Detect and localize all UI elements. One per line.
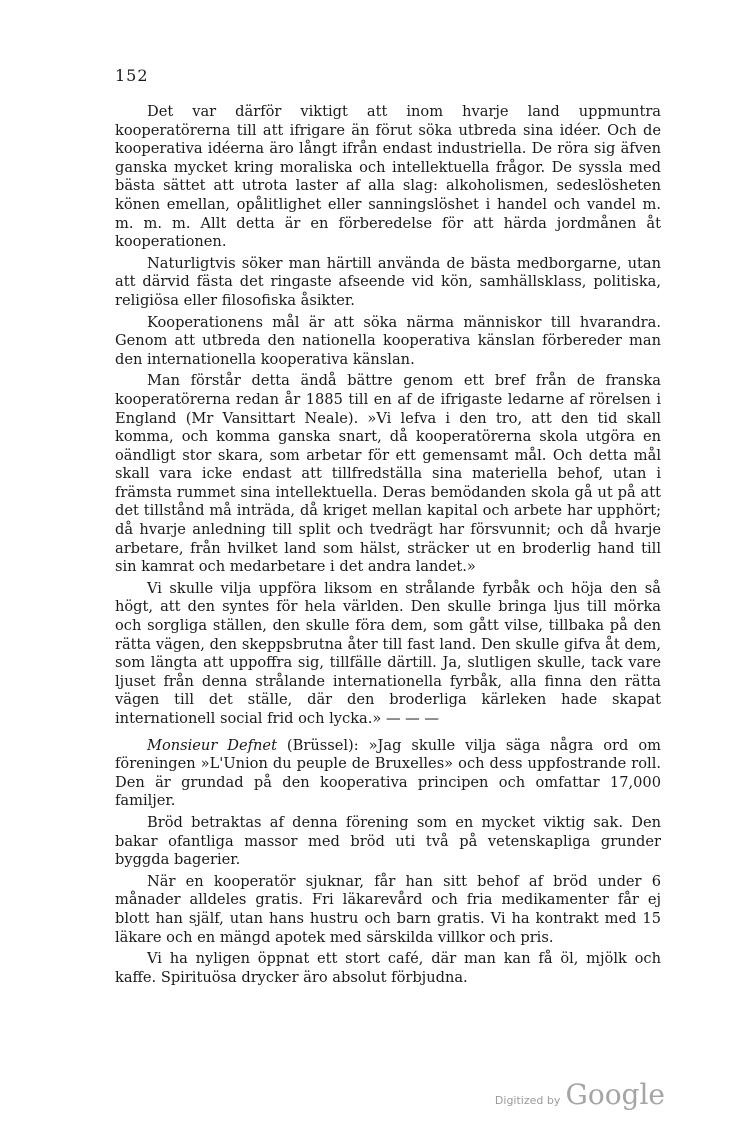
paragraph: Vi skulle vilja uppföra liksom en strålande fyrbåk och höja den så högt, att den syntes för hela världen. Den skulle bringa ljus till mörka och sorgliga ställen, den skulle föra dem, som gått vilse, tillbaka på den rätta vägen, den skeppsbrutna åter till fast land. Den skulle gifva åt dem, som längta att uppoffra sig, tillfälle därtill. Ja, slutligen skulle, tack vare ljuset från denna strålande internationella fyrbåk, alla finna den rätta vägen till det ställe, där den broderliga kärleken hade skapat internationell social frid och lycka.» — — —	[115, 579, 661, 727]
google-logo: Google	[565, 1078, 665, 1111]
page-number: 152	[115, 66, 149, 85]
body-text	[115, 103, 661, 990]
paragraph: Man förstår detta ändå bättre genom ett bref från de franska kooperatörerna redan år 1885 till en af de ifrigaste ledarne af rörelsen i England (Mr Vansittart Neale). »Vi lefva i den tro, att den tid skall komma, och komma ganska snart, då kooperatörerna skola utgöra en oändligt stor skara, som arbetar för ett gemensamt mål. Och detta mål skall vara icke endast att tillfredställa sina materiella behof, utan i främsta rummet sina intellektuella. Deras bemödanden skola gå ut på att det tillstånd må inträda, då kriget mellan kapital och arbete har upphört; då hvarje anledning till split och tvedrägt har försvunnit; och då hvarje arbetare, från hvilket land som hälst, sträcker ut en broderlig hand till sin kamrat och medarbetare i det andra landet.»	[115, 372, 661, 576]
paragraph: Naturligtvis söker man härtill använda de bästa medborgarne, utan att därvid fästa det ringaste afseende vid kön, samhällsklass, politiska, religiösa eller filosofiska åsikter.	[115, 254, 661, 309]
paragraph: Vi ha nyligen öppnat ett stort café, där man kan få öl, mjölk och kaffe. Spirituösa drycker äro absolut förbjudna.	[115, 950, 661, 986]
paragraph: Bröd betraktas af denna förening som en mycket viktig sak. Den bakar ofantliga massor med bröd uti två på vetenskapliga grunder byggda bagerier.	[115, 813, 661, 869]
speaker-paragraph	[115, 737, 661, 811]
speaker-text: (Brüssel): »Jag skulle vilja säga några ord om föreningen »L'Union du peuple de Bruxelles» och dess uppfostrande roll. Den är grundad på den kooperativa principen och omfattar 17,000 familjer.	[115, 736, 661, 810]
paragraph: När en kooperatör sjuknar, får han sitt behof af bröd under 6 månader alldeles gratis. Fri läkarevård och fria medikamenter får ej blott han själf, utan hans hustru och barn gratis. Vi ha kontrakt med 15 läkare och en mängd apotek med särskilda villkor och pris.	[115, 872, 661, 946]
paragraph: Kooperationens mål är att söka närma människor till hvarandra. Genom att utbreda den nationella kooperativa känslan förbereder man den internationella kooperativa känslan.	[115, 313, 661, 368]
speaker-name: Monsieur Defnet	[147, 736, 277, 754]
digitized-watermark	[495, 1078, 665, 1111]
paragraph: Det var därför viktigt att inom hvarje land uppmuntra kooperatörerna till att ifrigare än förut söka utbreda sina idéer. Och de kooperativa idéerna äro långt ifrån endast industriella. De röra sig äfven ganska mycket kring moraliska och intellektuella frågor. De syssla med bästa sättet att utrota laster af alla slag: alkoholismen, sedeslösheten könen emellan, opålitlighet eller sanningslöshet i handel och vandel m. m. m. m. Allt detta är en förberedelse för att härda jordmånen åt kooperationen.	[115, 103, 661, 251]
digitized-by-label: Digitized by	[494, 1094, 561, 1107]
